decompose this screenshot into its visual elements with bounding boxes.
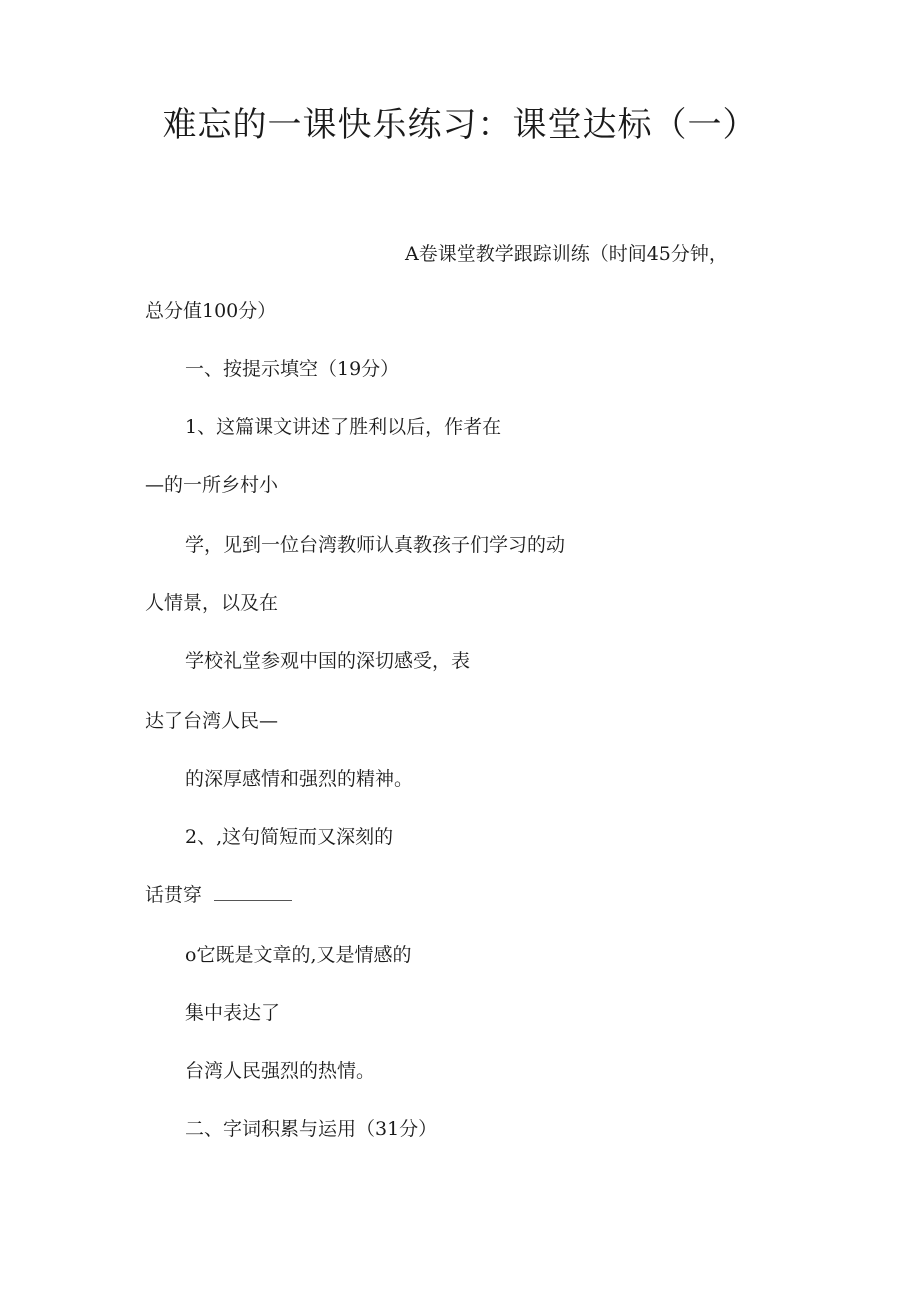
section-heading-1: 一、按提示填空（19分） <box>185 358 400 380</box>
section-heading-2: 二、字词积累与运用（31分） <box>185 1118 438 1140</box>
question-2-line-5: 台湾人民强烈的热情。 <box>185 1060 376 1082</box>
question-2-line-4: 集中表达了 <box>185 1002 281 1024</box>
question-1-line-3: 学，见到一位台湾教师认真教孩子们学习的动 <box>185 534 566 556</box>
question-2-line-2-text: 话贯穿 <box>145 884 203 906</box>
question-1-line-4: 人情景，以及在 <box>145 592 279 614</box>
question-2-line-2 <box>145 880 292 910</box>
question-1-line-1: 1、这篇课文讲述了胜利以后，作者在 <box>185 416 502 438</box>
question-1-line-2: —的一所乡村小 <box>145 474 279 496</box>
answer-blank <box>214 882 292 901</box>
question-1-line-6: 达了台湾人民— <box>145 710 279 732</box>
paper-info-line-1: A卷课堂教学跟踪训练（时间45分钟， <box>405 243 728 265</box>
question-2-line-1: 2、,这句简短而又深刻的 <box>185 826 394 848</box>
paper-info-line-2: 总分值100分） <box>145 300 277 322</box>
question-1-line-7: 的深厚感情和强烈的精神。 <box>185 768 414 790</box>
question-1-line-5: 学校礼堂参观中国的深切感受，表 <box>185 650 471 672</box>
document-title: 难忘的一课快乐练习：课堂达标（一） <box>162 105 758 145</box>
question-2-line-3: o它既是文章的,又是情感的 <box>185 944 412 966</box>
